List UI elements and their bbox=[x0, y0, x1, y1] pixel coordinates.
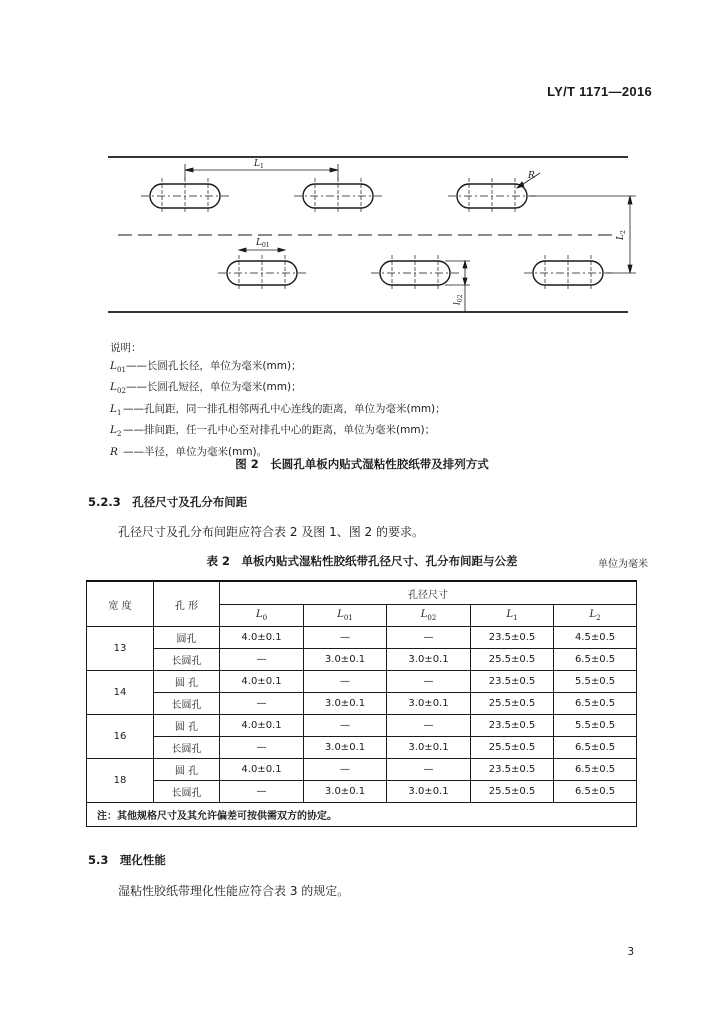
section-heading-5-2-3: 5.2.3 孔径尺寸及孔分布间距 bbox=[88, 495, 248, 509]
cell-value: 3.0±0.1 bbox=[304, 693, 387, 715]
cell-value: 4.0±0.1 bbox=[220, 671, 304, 693]
cell-width: 18 bbox=[87, 759, 154, 803]
section-heading-5-3: 5.3 理化性能 bbox=[88, 853, 166, 867]
header-l01: $L_{01}$ bbox=[304, 605, 387, 627]
table-row bbox=[87, 671, 637, 693]
cell-value: 4.5±0.5 bbox=[554, 627, 637, 649]
standard-code: LY/T 1171—2016 bbox=[547, 84, 652, 99]
cell-shape: 圆孔 bbox=[154, 627, 220, 649]
cell-value: — bbox=[304, 627, 387, 649]
cell-value: 5.5±0.5 bbox=[554, 671, 637, 693]
slot-hole bbox=[524, 255, 612, 291]
cell-value: 3.0±0.1 bbox=[387, 649, 471, 671]
paragraph-5-3: 湿粘性胶纸带理化性能应符合表 3 的规定。 bbox=[118, 884, 350, 898]
legend-item: $L_2$ ——排间距，任一孔中心至对排孔中心的距离，单位为毫米(mm)； bbox=[110, 424, 436, 439]
cell-shape: 长圆孔 bbox=[154, 781, 220, 803]
cell-value: 25.5±0.5 bbox=[471, 649, 554, 671]
cell-width: 13 bbox=[87, 627, 154, 671]
table-row bbox=[87, 759, 637, 781]
cell-value: 25.5±0.5 bbox=[471, 781, 554, 803]
table-row bbox=[87, 715, 637, 737]
cell-value: 3.0±0.1 bbox=[304, 781, 387, 803]
slot-hole bbox=[141, 178, 229, 214]
table-unit: 单位为毫米 bbox=[598, 559, 648, 570]
legend-heading: 说明： bbox=[110, 342, 142, 354]
header-l02: $L_{02}$ bbox=[387, 605, 471, 627]
table-note: 注：其他规格尺寸及其允许偏差可按供需双方的协定。 bbox=[87, 803, 637, 827]
legend-item: $L_{02}——$长圆孔短径，单位为毫米(mm)； bbox=[110, 381, 302, 396]
hole-arrangement-figure bbox=[0, 140, 724, 330]
cell-value: — bbox=[220, 649, 304, 671]
cell-value: 23.5±0.5 bbox=[471, 627, 554, 649]
paragraph-5-2-3: 孔径尺寸及孔分布间距应符合表 2 及图 1、图 2 的要求。 bbox=[118, 525, 424, 539]
page-number: 3 bbox=[627, 946, 634, 958]
cell-value: 3.0±0.1 bbox=[387, 693, 471, 715]
cell-shape: 长圆孔 bbox=[154, 693, 220, 715]
label-l02: $l_{02}$ bbox=[453, 294, 464, 305]
cell-value: 23.5±0.5 bbox=[471, 715, 554, 737]
label-r: R bbox=[528, 171, 535, 181]
cell-shape: 长圆孔 bbox=[154, 649, 220, 671]
slot-hole bbox=[294, 178, 382, 214]
legend-item: $L_{01}——$长圆孔长径，单位为毫米(mm)； bbox=[110, 359, 302, 374]
cell-value: 25.5±0.5 bbox=[471, 737, 554, 759]
cell-value: 23.5±0.5 bbox=[471, 671, 554, 693]
cell-width: 14 bbox=[87, 671, 154, 715]
cell-value: 3.0±0.1 bbox=[304, 649, 387, 671]
cell-value: 6.5±0.5 bbox=[554, 649, 637, 671]
header-l1: $L_1$ bbox=[471, 605, 554, 627]
cell-shape: 圆 孔 bbox=[154, 715, 220, 737]
cell-value: 4.0±0.1 bbox=[220, 759, 304, 781]
cell-value: 23.5±0.5 bbox=[471, 759, 554, 781]
cell-value: — bbox=[387, 627, 471, 649]
header-width: 宽 度 bbox=[87, 581, 154, 627]
cell-shape: 长圆孔 bbox=[154, 737, 220, 759]
cell-value: — bbox=[304, 759, 387, 781]
cell-value: 6.5±0.5 bbox=[554, 759, 637, 781]
header-hole-size: 孔径尺寸 bbox=[220, 581, 637, 605]
cell-value: — bbox=[387, 715, 471, 737]
cell-shape: 圆 孔 bbox=[154, 671, 220, 693]
table-row bbox=[87, 693, 637, 715]
legend-item: R ——半径，单位为毫米(mm)。 bbox=[110, 445, 268, 458]
cell-value: 3.0±0.1 bbox=[387, 737, 471, 759]
slot-hole bbox=[218, 255, 306, 291]
slot-hole bbox=[371, 255, 459, 291]
cell-value: 3.0±0.1 bbox=[304, 737, 387, 759]
cell-value: 25.5±0.5 bbox=[471, 693, 554, 715]
figure-legend bbox=[110, 340, 446, 465]
cell-value: — bbox=[304, 715, 387, 737]
cell-value: 3.0±0.1 bbox=[387, 781, 471, 803]
cell-value: 4.0±0.1 bbox=[220, 715, 304, 737]
cell-value: 5.5±0.5 bbox=[554, 715, 637, 737]
cell-value: 6.5±0.5 bbox=[554, 737, 637, 759]
table-note-row bbox=[87, 803, 637, 827]
cell-value: — bbox=[387, 759, 471, 781]
header-l2: $L_2$ bbox=[554, 605, 637, 627]
table-row bbox=[87, 627, 637, 649]
label-l01: $L_{01}$ bbox=[256, 238, 270, 249]
cell-value: 6.5±0.5 bbox=[554, 781, 637, 803]
spec-table bbox=[86, 580, 637, 827]
cell-width: 16 bbox=[87, 715, 154, 759]
cell-value: 6.5±0.5 bbox=[554, 693, 637, 715]
header-l0: $L_0$ bbox=[220, 605, 304, 627]
figure-caption: 图 2 长圆孔单板内贴式湿粘性胶纸带及排列方式 bbox=[235, 457, 489, 471]
table-row bbox=[87, 781, 637, 803]
cell-value: — bbox=[304, 671, 387, 693]
label-l2: $L_2$ bbox=[616, 230, 627, 240]
cell-value: — bbox=[220, 781, 304, 803]
cell-value: 4.0±0.1 bbox=[220, 627, 304, 649]
cell-value: — bbox=[387, 671, 471, 693]
cell-shape: 圆 孔 bbox=[154, 759, 220, 781]
table-caption: 表 2 单板内贴式湿粘性胶纸带孔径尺寸、孔分布间距与公差 bbox=[206, 554, 518, 568]
table-row bbox=[87, 649, 637, 671]
table-row bbox=[87, 737, 637, 759]
cell-value: — bbox=[220, 737, 304, 759]
legend-item: $L_1$ ——孔间距，同一排孔相邻两孔中心连线的距离，单位为毫米(mm)； bbox=[110, 402, 446, 417]
label-l1: $L_1$ bbox=[254, 159, 264, 170]
cell-value: — bbox=[220, 693, 304, 715]
header-shape: 孔 形 bbox=[154, 581, 220, 627]
